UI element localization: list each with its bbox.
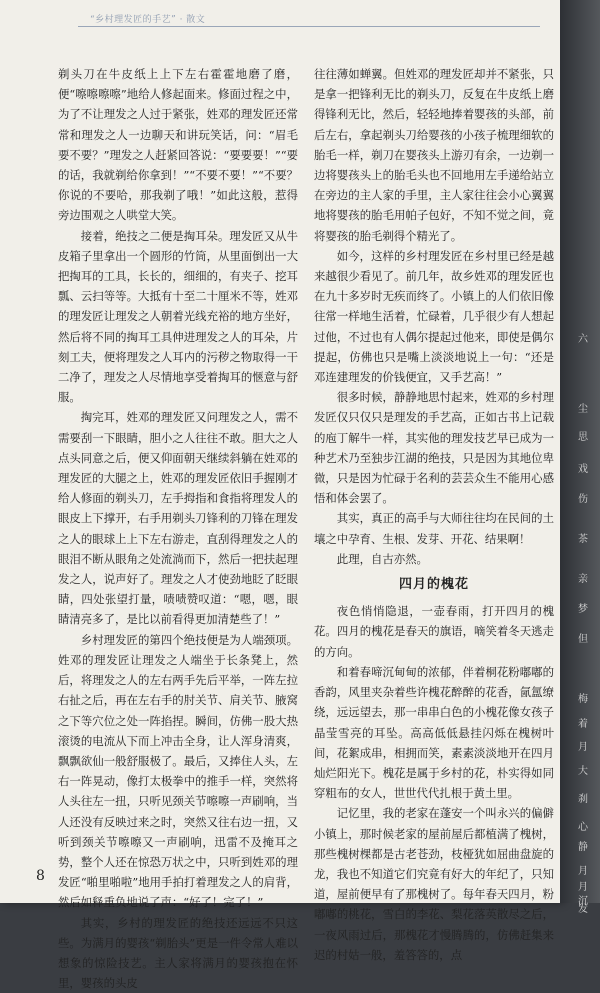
adjacent-page-glyph: 发 (578, 904, 588, 915)
adjacent-page-glyph: 茶 (578, 534, 588, 545)
adjacent-page-glyph: 但 (578, 634, 588, 645)
adjacent-page-glyph: 大 (578, 766, 588, 777)
adjacent-page-glyph: 思 (578, 432, 588, 443)
left-column (58, 64, 298, 993)
paragraph: 很多时候，静静地思忖起来，姓邓的乡村理发匠仅只仅只是理发的手艺高，正如古书上记载的庖丁解牛一样，其实他的理发技艺早已成为一种艺术乃至独步江湖的绝技，只是因为其地位卑微，只是因为忙碌于名利的芸芸众生不能用心感悟和体会罢了。 (314, 390, 554, 506)
paragraph: 乡村理发匠的第四个绝技便是为人端颈项。姓邓的理发匠让理发之人端坐于长条凳上，然后，将理发之人的左右两手先后平举，一阵左拉右扯之后，再在左右手的肘关节、肩关节、腋窝之下等穴位之处一阵掐捏。瞬间，仿佛一股大热滚烫的电流从下而上冲击全身，让人浑身清爽，飘飘欲仙一般舒服极了。最后，又捧住人头，左右一阵晃动，像打太极拳中的推手一样，突然将人头往左一扭，只听见颈关节嚓嚓一声刷响，当人还没有反映过来之时，突然又往右边一扭，又听到颈关节嚓嚓又一声刷响，迅雷不及掩耳之势，整个人还在惊恐万状之中，只听到姓邓的理发匠“啪里啪啦”地用手拍打着理发之人的肩背，然后如释重负地说了声：“好了！完了！” (58, 632, 298, 910)
paragraph: 如今，这样的乡村理发匠在乡村里已经是越来越很少看见了。前几年，故乡姓邓的理发匠也在九十多岁时无疾而终了。小镇上的人们依旧像往常一样地生活着，忙碌着，几乎很少有人想起过他，不过也有人偶尔提起过他来，即使是偶尔提起，仿佛也只是嘴上淡淡地说上一句：“还是邓连建理发的价钱便宜，又手艺高！” (314, 248, 554, 385)
paragraph: 接着，绝技之二便是掏耳朵。理发匠又从牛皮箱子里拿出一个圆形的竹筒，从里面倒出一大把掏耳的工具，长长的，细细的，有夹子、挖耳瓢、云扫等等。大抵有十至二十厘米不等，姓邓的理发匠让理发之人朝着光线充裕的地方坐好，然后将不同的掏耳工具伸进理发之人的耳朵，片刻工夫，便将理发之人耳内的污秽之物取得一干二净了，理发之人尽情地享受着掏耳的惬意与舒服。 (58, 228, 298, 405)
paragraph: 往往薄如蝉翼。但姓邓的理发匠却并不紧张，只是拿一把锋利无比的剃头刀，反复在牛皮纸上磨得锋利无比，然后，轻轻地捧着婴孩的头部，前后左右，拿起剃头刀给婴孩的小孩子梳理细软的胎毛一样，剃刀在婴孩头上游刃有余，一边剃一边将婴孩头上的胎毛头也不回地用左手递给站立在旁边的主人家的手里，主人家往往会小心翼翼地将婴孩的胎毛用帕子包好，不知不觉之间，竟将婴孩的胎毛剃得个精光了。 (314, 67, 554, 243)
right-column (314, 64, 554, 965)
adjacent-page-glyph: 月 (578, 882, 588, 893)
page-number: 8 (36, 868, 45, 884)
header-rule (78, 26, 540, 27)
adjacent-page-glyph: 心 (578, 822, 588, 833)
adjacent-page-glyph: 亲 (578, 574, 588, 585)
adjacent-page-glyph: 月 (578, 866, 588, 877)
adjacent-page-glyph: 尘 (578, 404, 588, 415)
section-title: 四月的槐花 (398, 577, 469, 593)
adjacent-page-glyph: 沉 (578, 896, 588, 907)
adjacent-page-glyph: 伤 (578, 494, 588, 505)
paragraph: 夜色悄悄隐退，一壶春雨，打开四月的槐花。四月的槐花是春天的旗语，嘀笑着冬天逃走的方向。 (314, 604, 554, 659)
paragraph: 其实，乡村的理发匠的绝技还远远不只这些。为满月的婴孩“剃胎头”更是一件令常人难以想象的惊险技艺。主人家将满月的婴孩抱在怀里，婴孩的头皮 (58, 915, 298, 991)
adjacent-page-glyph: 戏 (578, 464, 588, 475)
paragraph: 记忆里，我的老家在蓬安一个叫永兴的偏僻小镇上，那时候老家的屋前屋后都植满了槐树，那些槐树棵都是古老苍劲，枝桠犹如屈曲盘旋的龙，我也不知道它们究竟有好大的年纪了，只知道，屋前便早有了那槐树了。每年春天四月，粉嘟嘟的桃花，雪白的李花、梨花落英散尽之后，一夜风雨过后，那槐花才慢腾腾的，仿佛赶集来迟的村姑一般，羞答答的，点 (314, 806, 554, 962)
adjacent-page-glyph: 刹 (578, 794, 588, 805)
paragraph: 掏完耳，姓邓的理发匠又问理发之人，需不需要刮一下眼睛，胆小之人往往不敢。胆大之人点头同意之后，便又仰面朝天继续斜躺在姓邓的理发匠的大腿之上，姓邓的理发匠依旧手握刚才给人修面的剃头刀，左手拇指和食指将理发人的眼皮上下撑开，右手用剃头刀锋利的刀锋在理发之人的眼球上上下左右游走，直刮得理发之人的眼泪不断从眼角之处流淌而下，然后一把扶起理发之人，说声好了。理发之人才使劲地眨了眨眼睛，四处张望打量，啧啧赞叹道：“嗯，嗯，眼睛清亮多了，是比以前看得更加清楚些了！” (58, 410, 298, 627)
running-head: “乡村理发匠的手艺” · 散文 (90, 15, 206, 25)
adjacent-page-glyph: 六 (578, 334, 588, 345)
adjacent-page-glyph: 着 (578, 719, 588, 730)
adjacent-page-edge (560, 0, 600, 915)
adjacent-page-glyph: 梦 (578, 604, 588, 615)
adjacent-page-glyph: 月 (578, 742, 588, 753)
paragraph: 剃头刀在牛皮纸上上下左右霍霍地磨了磨，便“嚓嚓嚓嚓”地给人修起面来。修面过程之中，为了不让理发之人过于紧张，姓邓的理发匠还常常和理发之人一边聊天和讲玩笑话，问：“眉毛要不要？”理发之人赶紧回答说：“要要要！”“要的话，我就剃给你拿到！”“不要不要！”“不要？你说的不要哈，那我剃了哦！”如此这般，惹得旁边围观之人哄堂大笑。 (58, 67, 298, 223)
adjacent-page-glyph: 梅 (578, 694, 588, 705)
adjacent-page-glyph: 静 (578, 842, 588, 853)
paragraph: 此理，自古亦然。 (336, 551, 428, 566)
paragraph: 其实，真正的高手与大师往往均在民间的土壤之中孕育、生根、发芽、开花、结果啊！ (314, 511, 554, 546)
paragraph: 和着春啼沉甸甸的浓郁，伴着桐花粉嘟嘟的香韵，风里夹杂着些许槐花醉醉的花香，氤氲缭绕，远远望去，那一串串白色的小槐花像女孩子晶莹雪亮的耳坠。高高低低悬挂闪烁在槐树叶间，花絮成串，相拥而笑，素素淡淡地开在四月灿烂阳光下。槐花是属于乡村的花，朴实得如同穿粗布的女人，世世代代扎根于黄土里。 (314, 664, 554, 801)
